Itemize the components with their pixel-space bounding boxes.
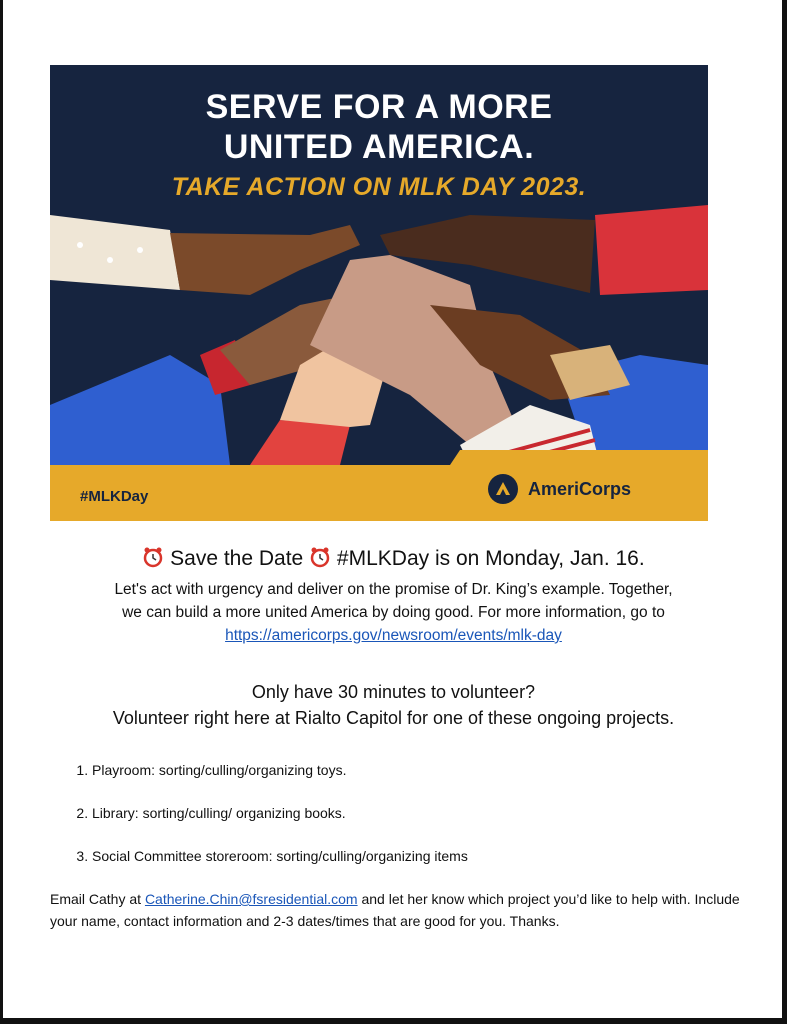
poster-headline-line1: SERVE FOR A MORE [205, 88, 553, 126]
list-item: 3. Social Committee storeroom: sorting/culling/organizing items [92, 846, 692, 866]
frame-left [0, 0, 3, 1024]
poster-subheadline: TAKE ACTION ON MLK DAY 2023. [171, 173, 587, 201]
event-date-text: #MLKDay is on Monday, Jan. 16. [336, 547, 645, 570]
mlk-day-info-link[interactable]: https://americorps.gov/newsroom/events/mlk-day [225, 627, 562, 644]
announcement-line-2: we can build a more united America by doing good. For more information, go to [122, 604, 665, 621]
announcement-line-1: Let's act with urgency and deliver on the promise of Dr. King’s example. Together, [114, 581, 673, 598]
save-the-date-line [0, 546, 787, 571]
save-the-date-label: Save the Date [170, 547, 304, 570]
frame-bottom [0, 1018, 787, 1024]
announcement-paragraph [0, 578, 787, 647]
contact-prefix: Email Cathy at [50, 891, 145, 907]
volunteer-intro: Volunteer right here at Rialto Capitol for one of these ongoing projects. [112, 708, 675, 728]
project-list [62, 760, 692, 889]
alarm-clock-icon [309, 546, 331, 568]
volunteer-question: Only have 30 minutes to volunteer? [251, 682, 536, 702]
list-item: 1. Playroom: sorting/culling/organizing toys. [92, 760, 692, 780]
frame-right [782, 0, 787, 1024]
americorps-brand-name: AmeriCorps [528, 479, 632, 499]
contact-paragraph [50, 888, 750, 932]
email-link[interactable]: Catherine.Chin@fsresidential.com [144, 891, 358, 907]
mlk-day-poster [50, 65, 708, 521]
americorps-logo-icon [488, 474, 518, 504]
contact-suffix: and let her know which project you’d like to help with. Include your name, contact information and 2-3 dates/times that are good for you. Thanks. [50, 891, 740, 929]
poster-hashtag: #MLKDay [80, 488, 149, 505]
list-item: 2. Library: sorting/culling/ organizing books. [92, 803, 692, 823]
poster-headline-line2: UNITED AMERICA. [223, 128, 535, 166]
alarm-clock-icon [142, 546, 164, 568]
